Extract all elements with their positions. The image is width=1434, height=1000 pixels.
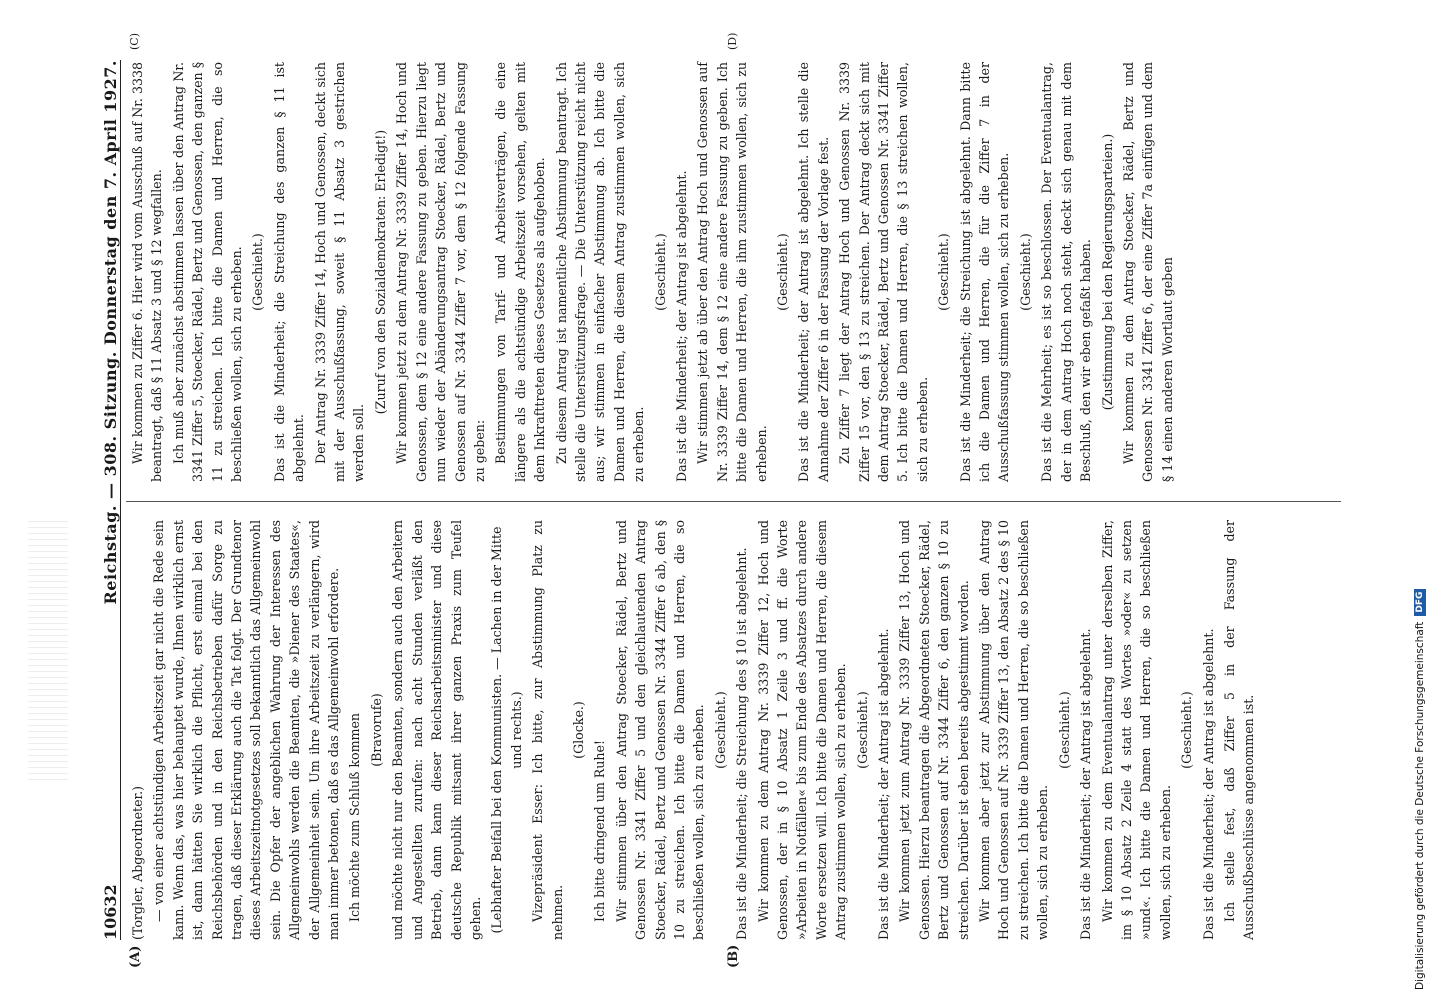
paragraph: Ich muß aber zunächst abstimmen lassen über den Antrag Nr. 3341 Ziffer 5, Stoecker, Rädel, Bertz und Genossen, den ganzen § 11 zu streichen. Ich bitte die Damen und Herren, die so beschließen wollen, sich zu erheben. <box>170 62 245 482</box>
paragraph: Ich möchte zum Schluß kommen <box>347 712 363 922</box>
interjection: (Geschieht.) <box>1017 233 1033 311</box>
paragraph: Das ist die Mehrheit; es ist so beschlossen. Der Eventualantrag, der in dem Antrag Hoch noch steht, deckt sich genau mit dem Beschluß, den wir eben gefaßt haben. <box>1039 62 1094 482</box>
paragraph: und möchte nicht nur den Beamten, sondern auch den Arbeitern und Angestellten zurufen: nach acht Stunden verläßt den Betrieb, dann kann dieser Reichsarbeitsminister und diese deutsche Republik mitsamt ihrer ganzen Praxis zum Teufel gehen. <box>390 520 483 940</box>
rotated-document <box>86 32 1346 968</box>
paragraph: Wir kommen zu dem Eventualantrag unter derselben Ziffer, im § 10 Absatz 2 Zeile 4 statt des Wortes »oder« zu setzen »und«. Ich bitte die Damen und Herren, die so beschließen wollen, sich zu erheben. <box>1099 520 1173 940</box>
interjection: (Geschieht.) <box>712 691 728 769</box>
paragraph: Der Antrag Nr. 3339 Ziffer 14, Hoch und Genossen, deckt sich mit der Ausschußfassung, soweit § 11 Absatz 3 gestrichen werden soll. <box>312 62 367 482</box>
paragraph: Wir stimmen jetzt ab über den Antrag Hoch und Genossen auf Nr. 3339 Ziffer 14, dem § 12 eine andere Fassung zu geben. Ich bitte die Damen und Herren, die ihm zustimmen wollen, sich zu erheben. <box>695 62 769 482</box>
digitization-text: Digitalisierung gefördert durch die Deutsche Forschungsgemeinschaft <box>1414 621 1426 990</box>
interjection: (Geschieht.) <box>1179 691 1195 769</box>
right-column <box>128 62 1179 482</box>
interjection: (Glocke.) <box>570 701 586 759</box>
interjection: (Geschieht.) <box>936 233 952 311</box>
interjection: (Geschieht.) <box>250 233 266 311</box>
interjection: (Zustimmung bei den Regierungsparteien.) <box>1099 133 1115 411</box>
margin-mark-a: (A) <box>128 945 143 968</box>
interjection: (Geschieht.) <box>652 233 668 311</box>
paragraph: Das ist die Minderheit; der Antrag ist abgelehnt. Ich stelle die Annahme der Ziffer 6 in der Fassung der Vorlage fest. <box>796 62 831 482</box>
paragraph: Wir kommen zu dem Antrag Stoecker, Rädel, Bertz und Genossen Nr. 3341 Ziffer 6, der eine Ziffer 7a einfügen und dem § 14 einen anderen Wortlaut geben <box>1120 62 1175 482</box>
paragraph: Wir stimmen über den Antrag Stoecker, Rädel, Bertz und Genossen Nr. 3341 Ziffer 5 und den gleichlautenden Antrag Stoecker, Rädel, Bertz und Genossen Nr. 3344 Ziffer 6 ab, den § 10 zu streichen. Ich bitte die Damen und Herren, die so beschließen wollen, sich zu erheben. <box>613 520 707 940</box>
margin-mark-c: (C) <box>128 33 141 50</box>
dfg-logo: DFG <box>1414 589 1426 616</box>
paragraph: Wir kommen jetzt zum Antrag Nr. 3339 Ziffer 13, Hoch und Genossen. Hierzu beantragen die Abgeordneten Stoecker, Rädel, Bertz und Genossen auf Nr. 3344 Ziffer 6, den ganzen § 10 zu streichen. Darüber ist eben bereits abgestimmt worden. <box>897 520 971 940</box>
paragraph: Wir kommen jetzt zu dem Antrag Nr. 3339 Ziffer 14, Hoch und Genossen, dem § 12 eine andere Fassung zu geben. Hierzu liegt nun wieder der Abänderungsantrag Stoecker, Rädel, Bertz und Genossen auf Nr. 3344 Ziffer 7 vor, dem § 12 folgende Fassung zu geben: <box>394 62 487 482</box>
paragraph: Wir kommen aber jetzt zur Abstimmung über den Antrag Hoch und Genossen auf Nr. 3339 Ziffer 13, den Absatz 2 des § 10 zu streichen. Ich bitte die Damen und Herren, die so beschließen wollen, sich zu erheben. <box>977 520 1051 940</box>
interjection: (Geschieht.) <box>854 691 870 769</box>
interjection: (Lebhafter Beifall bei den Kommunisten. — Lachen in der Mitte und rechts.) <box>489 526 524 934</box>
paragraph: (Torgler, Abgeordneter.) <box>130 785 145 940</box>
paragraph: Zu Ziffer 7 liegt der Antrag Hoch und Genossen Nr. 3339 Ziffer 15 vor, den § 13 zu streichen. Der Antrag deckt sich mit dem Antrag Stoecker, Rädel, Bertz und Genossen Nr. 3341 Ziffer 5. Ich bitte die Damen und Herren, die § 13 streichen wollen, sich zu erheben. <box>837 62 930 482</box>
paragraph: Wir kommen zu Ziffer 6. Hier wird vom Ausschuß auf Nr. 3338 beantragt, daß § 11 Absatz 3 und § 12 wegfallen. <box>130 62 165 482</box>
interjection: (Zuruf von den Sozialdemokraten: Erledigt!) <box>372 129 388 415</box>
paragraph: Vizepräsident Esser: Ich bitte, zur Abstimmung Platz zu nehmen. <box>530 520 565 940</box>
interjection: (Geschieht.) <box>775 233 790 311</box>
paragraph: Bestimmungen von Tarif- und Arbeitsverträgen, die eine längere als die achtstündige Arbeitszeit vorsehen, gelten mit dem Inkrafttreten dieses Gesetzes als aufgehoben. <box>493 62 548 482</box>
left-column <box>128 520 1261 940</box>
paragraph: Ich stelle fest, daß Ziffer 5 in der Fassung der Ausschußbeschlüsse angenommen ist. <box>1221 520 1257 940</box>
margin-mark-b: (B) <box>726 944 741 968</box>
paragraph: Ich bitte dringend um Ruhe! <box>592 740 608 922</box>
scan-artifact <box>28 520 68 780</box>
column-divider <box>126 501 1341 502</box>
paragraph: Das ist die Minderheit; die Streichung des ganzen § 11 ist abgelehnt. <box>271 62 307 482</box>
paragraph: Das ist die Minderheit; die Streichung des § 10 ist abgelehnt. <box>734 547 750 940</box>
paragraph: Wir kommen zu dem Antrag Nr. 3339 Ziffer 12, Hoch und Genossen, der in § 10 Absatz 1 Zeile 3 und ff. die Worte »Arbeiten in Notfällen« bis zum Ende des Absatzes durch andere Worte ersetzen will. Ich bitte die Damen und Herren, die diesem Antrag zustimmen wollen, sich zu erheben. <box>755 520 849 940</box>
paragraph: Das ist die Minderheit; der Antrag ist abgelehnt. <box>673 170 689 482</box>
paragraph: Das ist die Minderheit; der Antrag ist abgelehnt. <box>1200 628 1216 940</box>
paragraph: Das ist die Minderheit; die Streichung ist abgelehnt. Dann bitte ich die Damen und Herren, die für die Ziffer 7 in der Ausschußfassung stimmen wollen, sich zu erheben. <box>957 62 1012 482</box>
paragraph: — von einer achtstündigen Arbeitszeit gar nicht die Rede sein kann. Wenn das, was hier behauptet wurde, Ihnen wirklich ernst ist, dann hätten Sie wirklich die Pflicht, erst einmal bei den Reichsbehörden und in den Reichsbetrieben dafür Sorge zu tragen, daß dieser Erklärung auch die Tat folgt. Der Grundtenor dieses Arbeitszeitnotgesetzes soll bekanntlich das Allgemeinwohl sein. Die Opfer der angeblichen Wahrung der Interessen des Allgemeinwohls werden die Beamten, die »Diener des Staates«, der Allgemeinheit sein. Um ihre Arbeitszeit zu verlängern, wird man immer betonen, daß es das Allgemeinwohl erfordere. <box>151 520 342 940</box>
interjection: (Bravorufe) <box>368 693 384 767</box>
paragraph: Das ist die Minderheit; der Antrag ist abgelehnt. <box>876 628 892 940</box>
page-number: 10632 <box>101 884 120 940</box>
paragraph: Zu diesem Antrag ist namentliche Abstimmung beantragt. Ich stelle die Unterstützungsfrage. — Die Unterstützung reicht nicht aus; wir stimmen in einfacher Abstimmung ab. Ich bitte die Damen und Herren, die diesem Antrag zustimmen wollen, sich zu erheben. <box>553 62 647 482</box>
running-title: Reichstag. — 308. Sitzung. Donnerstag den 7. April 1927. <box>101 60 120 605</box>
page-header <box>86 60 121 940</box>
interjection: (Geschieht.) <box>1056 691 1072 769</box>
digitization-note <box>1410 10 1430 990</box>
paragraph: Das ist die Minderheit; der Antrag ist abgelehnt. <box>1078 628 1094 940</box>
margin-mark-d: (D) <box>726 32 739 50</box>
